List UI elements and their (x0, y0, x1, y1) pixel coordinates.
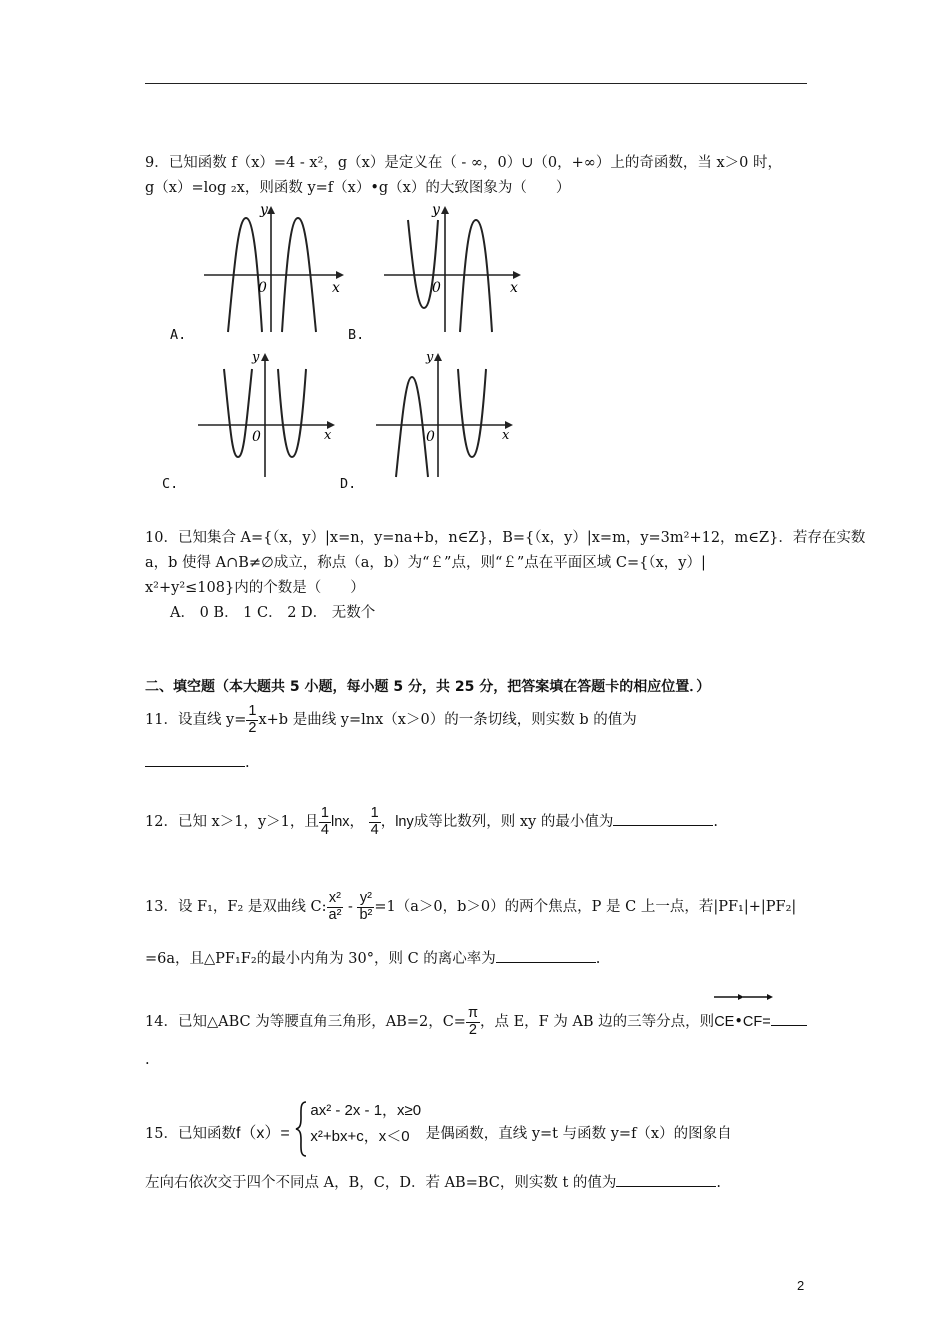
option-c-label: C. (162, 476, 179, 492)
vector-ce-label: CE (714, 1014, 735, 1030)
q13-frac2-den: b² (359, 906, 373, 923)
q15-line2 (145, 1172, 721, 1193)
q15-prefix: 15．已知函数 (145, 1126, 236, 1142)
q15-suffix: 是偶函数，直线 y=t 与函数 y=f（x）的图象自 (425, 1126, 732, 1142)
vector-cf-label: CF (742, 1014, 763, 1030)
q13-line2-text: =6a，且△PF₁F₂的最小内角为 30°，则 C 的离心率为 (145, 951, 496, 967)
graph-a-origin: 0 (258, 280, 267, 296)
q14-frac-num: π (467, 1005, 478, 1022)
q13-line2 (145, 948, 600, 969)
graph-option-c (192, 347, 342, 482)
q11-line2 (145, 752, 250, 773)
option-b-label: B. (348, 327, 365, 343)
q12-line (145, 800, 718, 844)
graph-c-x-label: x (324, 428, 332, 443)
option-d-label: D. (340, 476, 357, 492)
q12-fraction-2 (369, 806, 381, 837)
q11-suffix: x+b 是曲线 y=lnx（x＞0）的一条切线，则实数 b 的值为 (258, 712, 637, 728)
q13-end: . (595, 951, 601, 967)
q13-answer-blank[interactable] (496, 948, 596, 963)
graph-d-y-label: y (426, 350, 434, 365)
q9-line1: 9．已知函数 f（x）=4 - x²，g（x）是定义在（ - ∞，0）∪（0，+∞）上的奇函数，当 x＞0 时， (145, 155, 782, 171)
option-a-label: A. (170, 327, 187, 343)
q13-suffix: =1（a＞0，b＞0）的两个焦点，P 是 C 上一点，若|PF₁|+|PF₂| (374, 899, 797, 915)
q13-line1 (145, 880, 796, 934)
graph-option-a (198, 200, 348, 335)
q14-answer-blank[interactable] (771, 1011, 807, 1026)
q9-line2: g（x）=log ₂x，则函数 y=f（x）•g（x）的大致图象为（ ） (145, 180, 571, 196)
q12-fraction-1 (319, 806, 331, 837)
q12-prefix: 12．已知 x＞1，y＞1，且 (145, 814, 319, 830)
vector-ce (714, 1000, 734, 1044)
q12-frac1-den: 4 (320, 821, 329, 838)
q12-frac1-num: 1 (320, 805, 329, 822)
q12-suffix: 成等比数列，则 xy 的最小值为 (413, 814, 614, 830)
vector-cf (743, 1000, 762, 1044)
q13-prefix: 13．设 F₁，F₂ 是双曲线 C: (145, 899, 327, 915)
q14-mid: ，点 E，F 为 AB 边的三等分点，则 (479, 1014, 715, 1030)
q14-dot: • (734, 1014, 743, 1030)
q15-answer-blank[interactable] (616, 1172, 716, 1187)
q15-end: . (716, 1175, 722, 1191)
q14-frac-den: 2 (468, 1021, 477, 1038)
graph-a-x-label: x (332, 280, 340, 296)
graph-option-b (378, 200, 528, 335)
q14-line1 (145, 1000, 807, 1044)
q14-fraction (466, 1006, 480, 1037)
q11-end: . (245, 755, 250, 771)
q15-fx: f（x）= (235, 1125, 290, 1142)
q13-fraction-1 (327, 891, 344, 922)
q12-end: . (713, 814, 718, 830)
q12-frac2-num: 1 (370, 805, 379, 822)
q13-frac1-den: a² (328, 906, 342, 923)
q13-fraction-2 (357, 891, 374, 922)
header-rule (145, 83, 807, 84)
q11-fraction (246, 704, 258, 735)
q12-answer-blank[interactable] (613, 811, 713, 826)
q10-line3: x²+y²≤108}内的个数是（ ） (145, 580, 365, 596)
q15-piece-2: x²+bx+c，x＜0 (310, 1128, 410, 1145)
q12-frac2-den: 4 (370, 821, 379, 838)
q11-frac-num: 1 (248, 703, 257, 720)
q15-piecewise (294, 1098, 421, 1170)
graph-b-y-label: y (432, 202, 440, 218)
graph-d-x-label: x (502, 428, 510, 443)
page-number: 2 (797, 1278, 805, 1293)
q10-line1: 10．已知集合 A={（x，y）|x=n，y=na+b，n∈Z}，B={（x，y）|x=m，y=3m²+12，m∈Z}．若存在实数 (145, 530, 866, 546)
q12-mid2: ，lny (380, 814, 414, 830)
graph-c-origin: 0 (252, 429, 261, 445)
q14-line2: . (145, 1052, 150, 1068)
q15-line1 (145, 1098, 732, 1164)
q14-eq: = (762, 1014, 771, 1030)
graph-d-origin: 0 (426, 429, 435, 445)
q11-answer-blank[interactable] (145, 752, 245, 767)
graph-c-y-label: y (252, 350, 260, 365)
q11-prefix: 11．设直线 y= (145, 712, 247, 728)
graph-option-d (370, 347, 520, 482)
q15-line2-text: 左向右依次交于四个不同点 A，B，C，D．若 AB=BC，则实数 t 的值为 (145, 1175, 617, 1191)
q14-prefix: 14．已知△ABC 为等腰直角三角形，AB=2，C= (145, 1014, 466, 1030)
graph-b-origin: 0 (432, 280, 441, 296)
q12-mid1: lnx， (330, 814, 365, 830)
section-2-heading: 二、填空题（本大题共 5 小题，每小题 5 分，共 25 分，把答案填在答题卡的相应位置．） (145, 679, 711, 695)
graph-a-y-label: y (260, 202, 268, 218)
vector-ce-arrow-icon (714, 994, 744, 1000)
q11-frac-den: 2 (248, 719, 257, 736)
q15-piece-1: ax² - 2x - 1，x≥0 (310, 1102, 422, 1119)
graph-b-x-label: x (510, 280, 518, 296)
q11-line1 (145, 700, 637, 740)
q10-line2: a，b 使得 A∩B≠∅成立，称点（a，b）为“￡”点，则“￡”点在平面区域 C={（x，y）| (145, 555, 706, 571)
q13-frac1-num: x² (327, 891, 344, 907)
q13-minus: - (348, 899, 353, 915)
q13-frac2-num: y² (357, 891, 374, 907)
vector-cf-arrow-icon (743, 994, 773, 1000)
q10-options: A． 0 B． 1 C． 2 D． 无数个 (170, 605, 376, 621)
left-brace-icon (294, 1100, 308, 1158)
